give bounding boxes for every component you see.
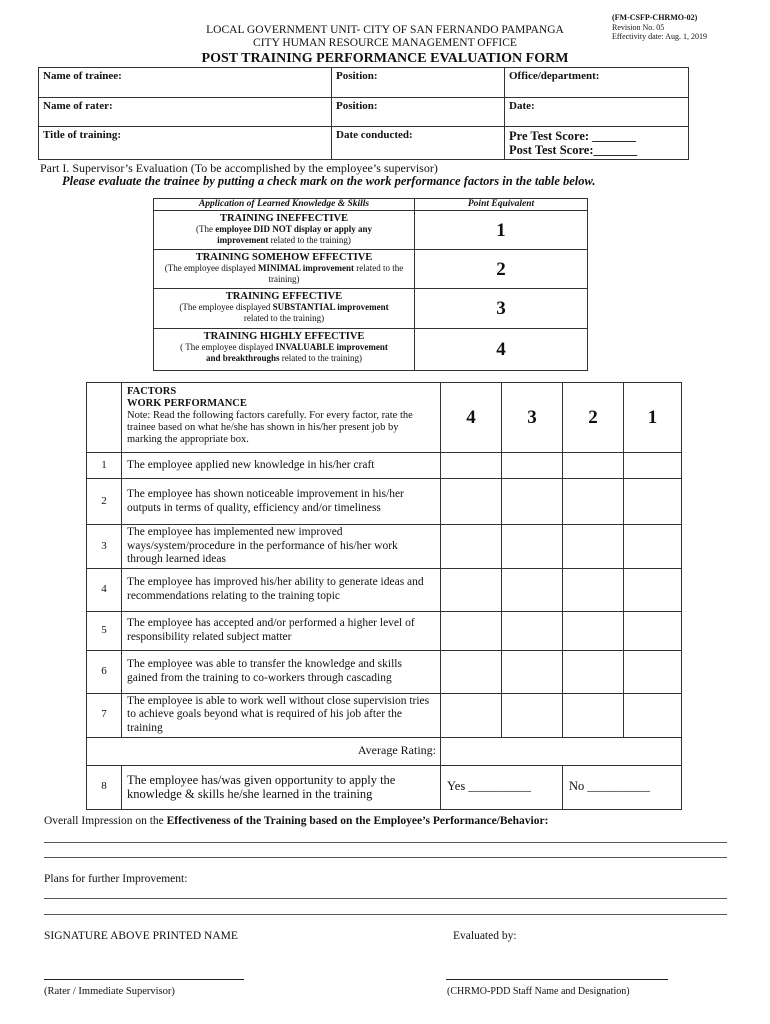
rating-box[interactable] bbox=[624, 650, 682, 693]
table-row: 2 The employee has shown noticeable improvement in his/her outputs in terms of quality, efficiency and/or timeliness bbox=[87, 479, 682, 525]
table-row: 7 The employee is able to work well without close supervision tries to achieve goals beyond what is required of his job after the training bbox=[87, 693, 682, 737]
table-row: 5 The employee has accepted and/or performed a higher level of responsibility related subject matter bbox=[87, 611, 682, 650]
factors-note: Note: Read the following factors carefully. For every factor, rate the trainee based on what he/she has shown in his/her present job by marking the appropriate box. bbox=[127, 410, 413, 445]
rating-box[interactable] bbox=[441, 525, 502, 569]
scale-row: TRAINING SOMEHOW EFFECTIVE (The employee displayed MINIMAL improvement related to the training) 2 bbox=[154, 250, 588, 289]
overall-impression-label: Overall Impression on the Effectiveness of the Training based on the Employee’s Performance/Behavior: bbox=[44, 815, 549, 827]
scale-row: TRAINING HIGHLY EFFECTIVE ( The employee displayed INVALUABLE improvement and breakthroughs related to the training) 4 bbox=[154, 329, 588, 371]
col-4: 4 bbox=[441, 383, 502, 453]
trainee-info-table bbox=[38, 67, 689, 160]
rating-box[interactable] bbox=[563, 650, 624, 693]
rating-box[interactable] bbox=[502, 479, 563, 525]
col-1: 1 bbox=[624, 383, 682, 453]
average-rating-label: Average Rating: bbox=[87, 737, 441, 765]
rating-box[interactable] bbox=[563, 479, 624, 525]
rating-box[interactable] bbox=[502, 693, 563, 737]
rating-box[interactable] bbox=[502, 525, 563, 569]
rating-box[interactable] bbox=[624, 611, 682, 650]
yes-option[interactable]: Yes __________ bbox=[441, 765, 563, 809]
rating-box[interactable] bbox=[624, 693, 682, 737]
rating-box[interactable] bbox=[624, 525, 682, 569]
plans-line-1[interactable] bbox=[44, 898, 727, 899]
plans-label: Plans for further Improvement: bbox=[44, 873, 188, 885]
part1-heading: Part I. Supervisor’s Evaluation (To be accomplished by the employee’s supervisor) bbox=[40, 161, 438, 175]
overall-line-1[interactable] bbox=[44, 842, 727, 843]
date-field[interactable]: Date: bbox=[505, 98, 689, 127]
rating-box[interactable] bbox=[441, 568, 502, 611]
scale-col-right: Point Equivalent bbox=[415, 199, 588, 211]
rating-box[interactable] bbox=[441, 650, 502, 693]
rater-signature-line[interactable] bbox=[44, 979, 244, 980]
table-row: 1 The employee applied new knowledge in his/her craft bbox=[87, 453, 682, 479]
pre-test-score[interactable]: Pre Test Score: _______ bbox=[509, 129, 636, 143]
rating-box[interactable] bbox=[441, 453, 502, 479]
col-3: 3 bbox=[502, 383, 563, 453]
form-code: (FM-CSFP-CHRMO-02) bbox=[612, 13, 698, 22]
points-1: 1 bbox=[415, 211, 588, 250]
rating-box[interactable] bbox=[563, 611, 624, 650]
rating-box[interactable] bbox=[624, 568, 682, 611]
header bbox=[160, 24, 610, 67]
chrmo-caption: (CHRMO-PDD Staff Name and Designation) bbox=[447, 986, 630, 997]
table-row: 6 The employee was able to transfer the knowledge and skills gained from the training to co-workers through cascading bbox=[87, 650, 682, 693]
rater-caption: (Rater / Immediate Supervisor) bbox=[44, 986, 175, 997]
factors-header: FACTORS WORK PERFORMANCE Note: Read the following factors carefully. For every factor, rate the trainee based on what he/she has shown in his/her present job by marking the appropriate box. bbox=[122, 383, 441, 453]
factors-table bbox=[86, 382, 682, 810]
scale-row: TRAINING INEFFECTIVE (The employee DID NOT display or apply any improvement related to the training) 1 bbox=[154, 211, 588, 250]
points-4: 4 bbox=[415, 329, 588, 371]
scale-col-left: Application of Learned Knowledge & Skills bbox=[154, 199, 415, 211]
chrmo-signature-line[interactable] bbox=[446, 979, 668, 980]
rating-box[interactable] bbox=[563, 693, 624, 737]
rating-box[interactable] bbox=[502, 611, 563, 650]
post-test-score[interactable]: Post Test Score:_______ bbox=[509, 143, 638, 157]
rating-box[interactable] bbox=[563, 453, 624, 479]
points-2: 2 bbox=[415, 250, 588, 289]
part1-instruction: Please evaluate the trainee by putting a check mark on the work performance factors in the table below. bbox=[62, 174, 596, 188]
col-2: 2 bbox=[563, 383, 624, 453]
table-row: 4 The employee has improved his/her ability to generate ideas and recommendations relating to the training topic bbox=[87, 568, 682, 611]
rater-position-field[interactable]: Position: bbox=[332, 98, 505, 127]
revision-number: Revision No. 05 bbox=[612, 22, 665, 32]
table-row-item8: 8 The employee has/was given opportunity to apply the knowledge & skills he/she learned in the training Yes __________ No __________ bbox=[87, 765, 682, 809]
rating-box[interactable] bbox=[441, 611, 502, 650]
date-conducted-field[interactable]: Date conducted: bbox=[332, 127, 505, 160]
name-of-trainee-field[interactable]: Name of trainee: bbox=[39, 68, 332, 98]
office-department-field[interactable]: Office/department: bbox=[505, 68, 689, 98]
rating-box[interactable] bbox=[563, 568, 624, 611]
signature-label: SIGNATURE ABOVE PRINTED NAME bbox=[44, 930, 238, 942]
overall-line-2[interactable] bbox=[44, 857, 727, 858]
test-scores-field[interactable] bbox=[505, 127, 689, 160]
rating-box[interactable] bbox=[624, 453, 682, 479]
evaluated-by-label: Evaluated by: bbox=[453, 930, 517, 942]
office-name: CITY HUMAN RESOURCE MANAGEMENT OFFICE bbox=[253, 37, 517, 49]
rating-box[interactable] bbox=[441, 693, 502, 737]
rating-box[interactable] bbox=[563, 525, 624, 569]
rating-box[interactable] bbox=[502, 453, 563, 479]
average-rating-box[interactable] bbox=[441, 737, 682, 765]
name-of-rater-field[interactable]: Name of rater: bbox=[39, 98, 332, 127]
plans-line-2[interactable] bbox=[44, 914, 727, 915]
no-option[interactable]: No __________ bbox=[563, 765, 682, 809]
rating-scale-table bbox=[153, 198, 588, 371]
trainee-position-field[interactable]: Position: bbox=[332, 68, 505, 98]
lgu-name: LOCAL GOVERNMENT UNIT- CITY OF SAN FERNANDO PAMPANGA bbox=[206, 24, 564, 36]
factors-corner bbox=[87, 383, 122, 453]
table-row: 3 The employee has implemented new improved ways/system/procedure in the performance of his/her work through learned ideas bbox=[87, 525, 682, 569]
effectivity-date: Effectivity date: Aug. 1, 2019 bbox=[612, 32, 707, 41]
rating-box[interactable] bbox=[502, 568, 563, 611]
scale-row: TRAINING EFFECTIVE (The employee displayed SUBSTANTIAL improvement related to the training) 3 bbox=[154, 289, 588, 329]
form-code-block bbox=[612, 13, 707, 42]
average-row bbox=[87, 737, 682, 765]
page-title: POST TRAINING PERFORMANCE EVALUATION FORM bbox=[201, 51, 569, 66]
rating-box[interactable] bbox=[502, 650, 563, 693]
points-3: 3 bbox=[415, 289, 588, 329]
title-of-training-field[interactable]: Title of training: bbox=[39, 127, 332, 160]
rating-box[interactable] bbox=[624, 479, 682, 525]
rating-box[interactable] bbox=[441, 479, 502, 525]
